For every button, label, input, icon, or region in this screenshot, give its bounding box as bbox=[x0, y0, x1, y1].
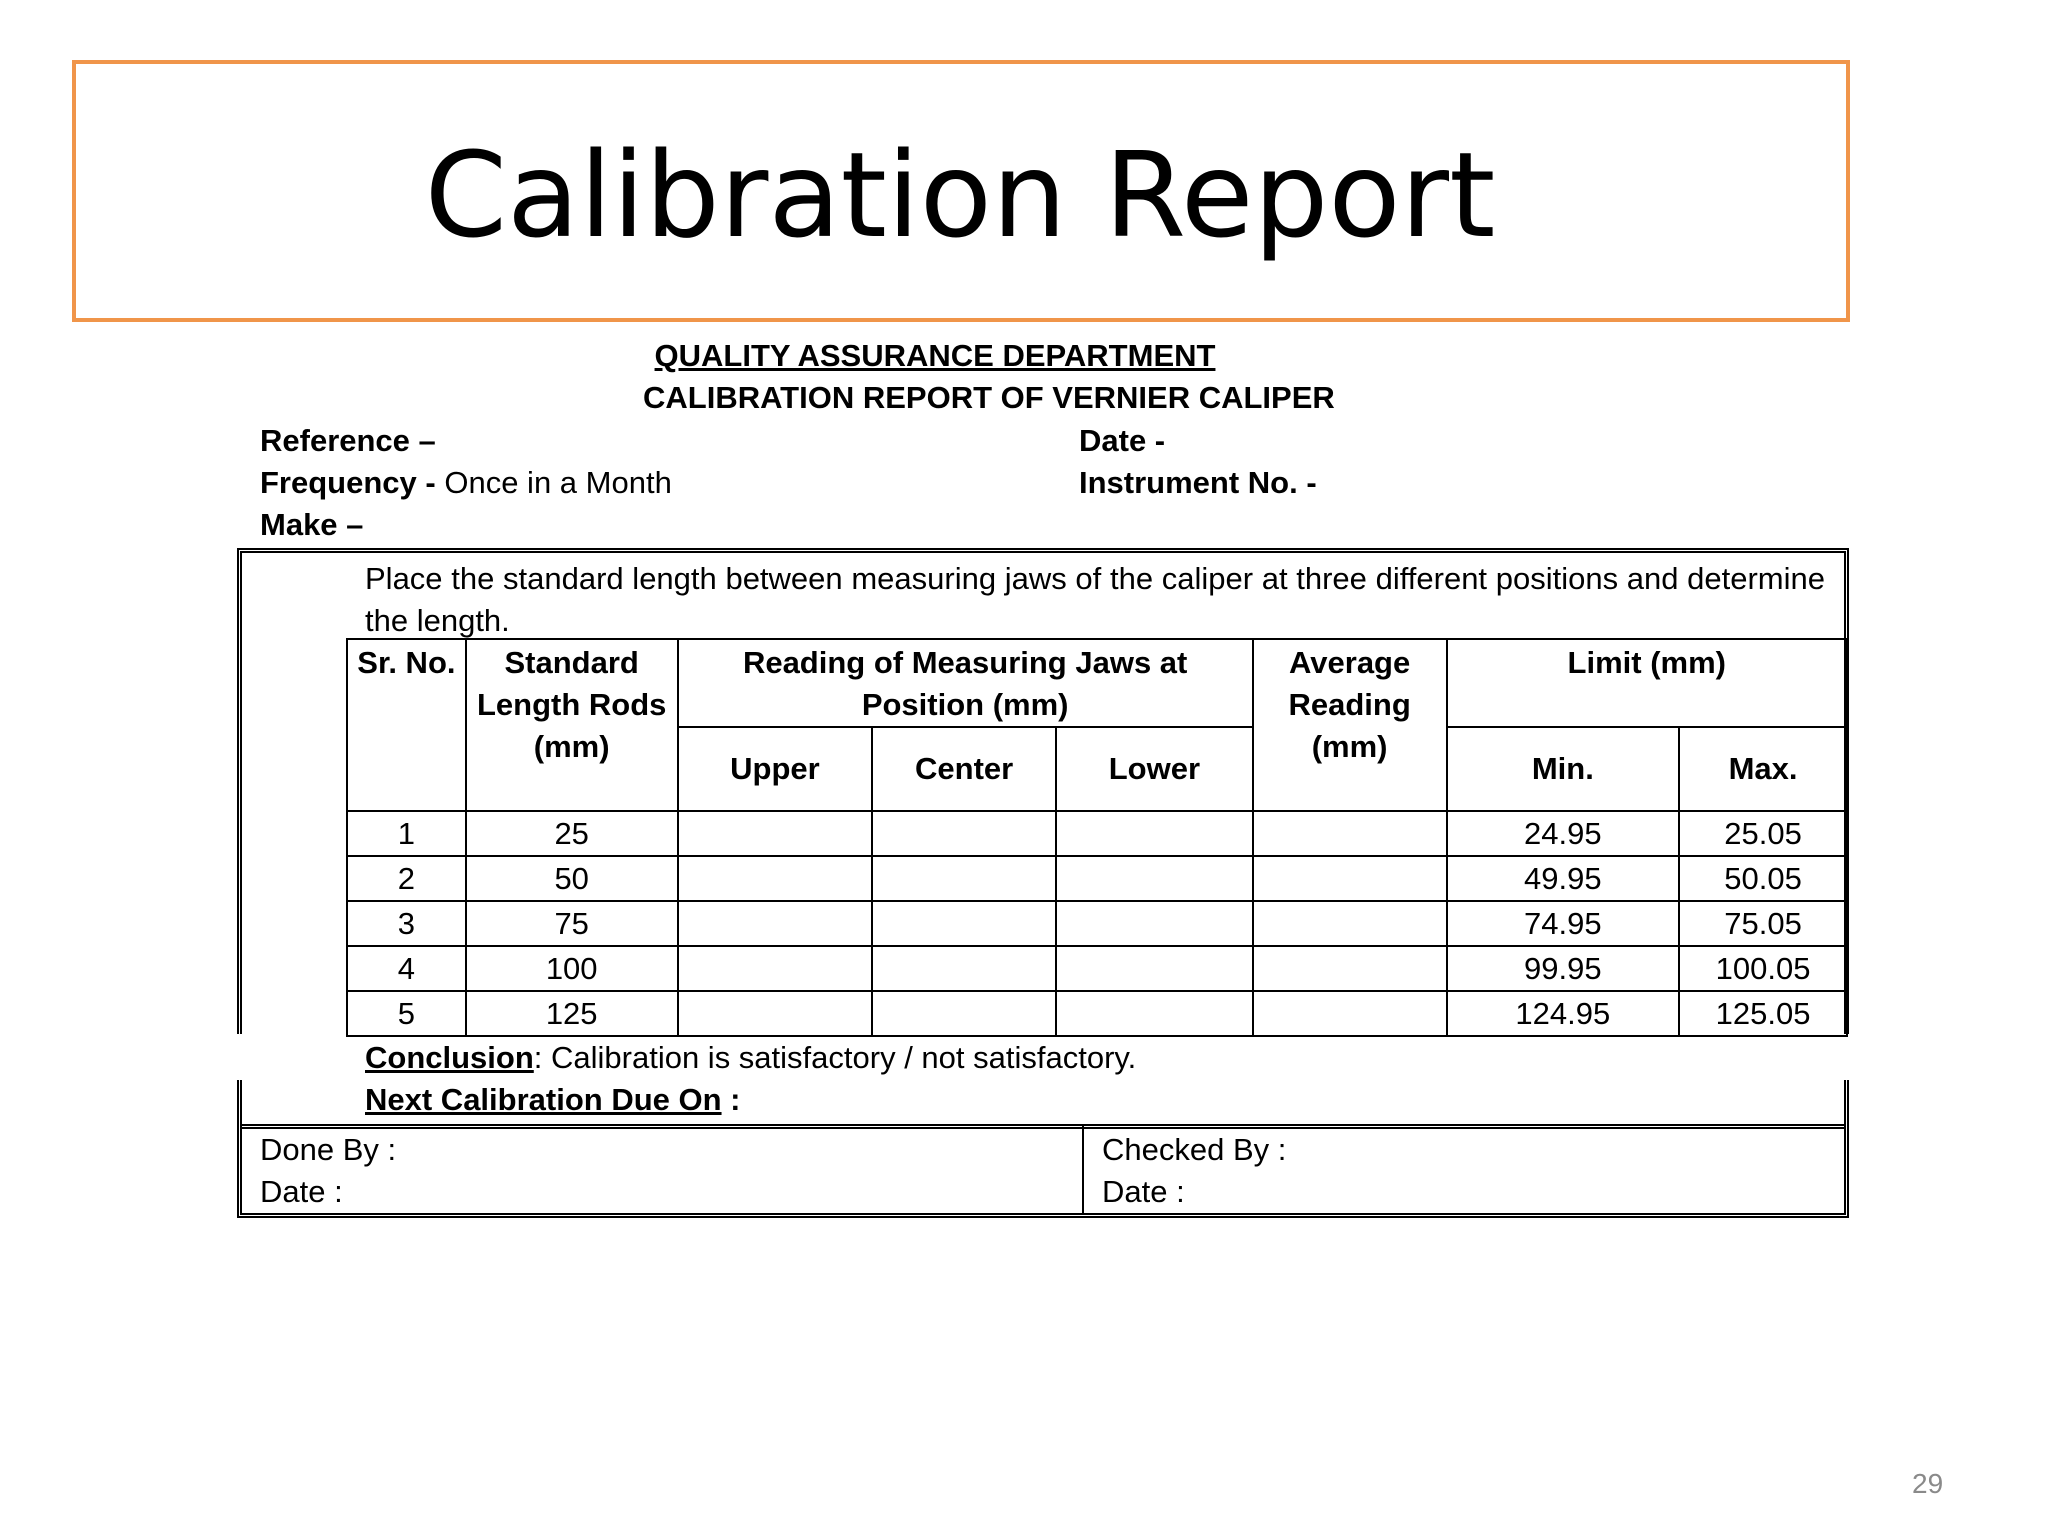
cell-center bbox=[872, 991, 1056, 1036]
table-row bbox=[347, 946, 1847, 991]
header-lower: Lower bbox=[1056, 727, 1253, 811]
slide-title: Calibration Report bbox=[424, 126, 1496, 264]
done-date-label: Date : bbox=[260, 1174, 343, 1209]
cell-min: 49.95 bbox=[1447, 856, 1680, 901]
calibration-table bbox=[346, 638, 1848, 1037]
report-subtitle: CALIBRATION REPORT OF VERNIER CALIPER bbox=[643, 380, 1335, 415]
cell-lower bbox=[1056, 946, 1253, 991]
cell-lower bbox=[1056, 901, 1253, 946]
cell-center bbox=[872, 811, 1056, 856]
conclusion-text: : Calibration is satisfactory / not satisfactory. bbox=[533, 1040, 1137, 1075]
cell-max: 25.05 bbox=[1679, 811, 1847, 856]
instrument-field bbox=[1079, 465, 1317, 501]
reference-label: Reference – bbox=[260, 423, 436, 458]
cell-standard: 125 bbox=[466, 991, 678, 1036]
frame-gap-right bbox=[1830, 1034, 1855, 1080]
cell-sr: 3 bbox=[347, 901, 466, 946]
table-row bbox=[347, 811, 1847, 856]
next-calibration-line bbox=[365, 1082, 740, 1118]
cell-center bbox=[872, 946, 1056, 991]
department-heading: QUALITY ASSURANCE DEPARTMENT bbox=[654, 338, 1216, 373]
cell-center bbox=[872, 856, 1056, 901]
header-limit: Limit (mm) bbox=[1447, 639, 1847, 727]
instruction-text: Place the standard length between measuring jaws of the caliper at three different positions and determine the length. bbox=[365, 561, 1825, 638]
done-by-label: Done By : bbox=[260, 1132, 397, 1167]
cell-min: 99.95 bbox=[1447, 946, 1680, 991]
conclusion-line bbox=[365, 1040, 1136, 1076]
cell-max: 50.05 bbox=[1679, 856, 1847, 901]
instrument-label: Instrument No. - bbox=[1079, 465, 1317, 500]
cell-sr: 5 bbox=[347, 991, 466, 1036]
table-row bbox=[347, 901, 1847, 946]
header-standard-length: Standard Length Rods (mm) bbox=[466, 639, 678, 811]
date-label: Date - bbox=[1079, 423, 1166, 458]
cell-lower bbox=[1056, 811, 1253, 856]
cell-min: 74.95 bbox=[1447, 901, 1680, 946]
cell-average bbox=[1253, 991, 1447, 1036]
cell-standard: 25 bbox=[466, 811, 678, 856]
header-center: Center bbox=[872, 727, 1056, 811]
signature-divider bbox=[1082, 1126, 1084, 1214]
cell-average bbox=[1253, 811, 1447, 856]
signature-section bbox=[240, 1124, 1846, 1214]
cell-standard: 50 bbox=[466, 856, 678, 901]
cell-upper bbox=[678, 946, 873, 991]
checked-by-label: Checked By : bbox=[1102, 1132, 1287, 1167]
table-row bbox=[347, 856, 1847, 901]
cell-center bbox=[872, 901, 1056, 946]
cell-upper bbox=[678, 856, 873, 901]
cell-average bbox=[1253, 856, 1447, 901]
cell-average bbox=[1253, 901, 1447, 946]
header-sr-no: Sr. No. bbox=[347, 639, 466, 811]
cell-standard: 75 bbox=[466, 901, 678, 946]
next-calibration-suffix: : bbox=[721, 1082, 741, 1117]
cell-standard: 100 bbox=[466, 946, 678, 991]
cell-lower bbox=[1056, 856, 1253, 901]
cell-sr: 4 bbox=[347, 946, 466, 991]
cell-max: 75.05 bbox=[1679, 901, 1847, 946]
cell-min: 24.95 bbox=[1447, 811, 1680, 856]
next-calibration-label: Next Calibration Due On bbox=[365, 1082, 722, 1117]
frame-gap-left bbox=[232, 1034, 252, 1080]
header-max: Max. bbox=[1679, 727, 1847, 811]
page-number: 29 bbox=[1912, 1468, 1944, 1499]
cell-max: 125.05 bbox=[1679, 991, 1847, 1036]
frequency-label: Frequency - bbox=[260, 465, 436, 500]
header-min: Min. bbox=[1447, 727, 1680, 811]
cell-upper bbox=[678, 991, 873, 1036]
date-field bbox=[1079, 423, 1165, 459]
frequency-field bbox=[260, 465, 672, 501]
header-average-reading: Average Reading (mm) bbox=[1253, 639, 1447, 811]
header-upper: Upper bbox=[678, 727, 873, 811]
cell-min: 124.95 bbox=[1447, 991, 1680, 1036]
cell-max: 100.05 bbox=[1679, 946, 1847, 991]
cell-sr: 1 bbox=[347, 811, 466, 856]
make-field bbox=[260, 507, 363, 543]
frequency-value: Once in a Month bbox=[444, 465, 672, 500]
cell-sr: 2 bbox=[347, 856, 466, 901]
checked-date-label: Date : bbox=[1102, 1174, 1185, 1209]
cell-upper bbox=[678, 901, 873, 946]
table-row bbox=[347, 991, 1847, 1036]
header-reading-positions: Reading of Measuring Jaws at Position (mm) bbox=[678, 639, 1253, 727]
conclusion-label: Conclusion bbox=[365, 1040, 534, 1075]
make-label: Make – bbox=[260, 507, 364, 542]
reference-field bbox=[260, 423, 436, 459]
cell-upper bbox=[678, 811, 873, 856]
cell-lower bbox=[1056, 991, 1253, 1036]
cell-average bbox=[1253, 946, 1447, 991]
